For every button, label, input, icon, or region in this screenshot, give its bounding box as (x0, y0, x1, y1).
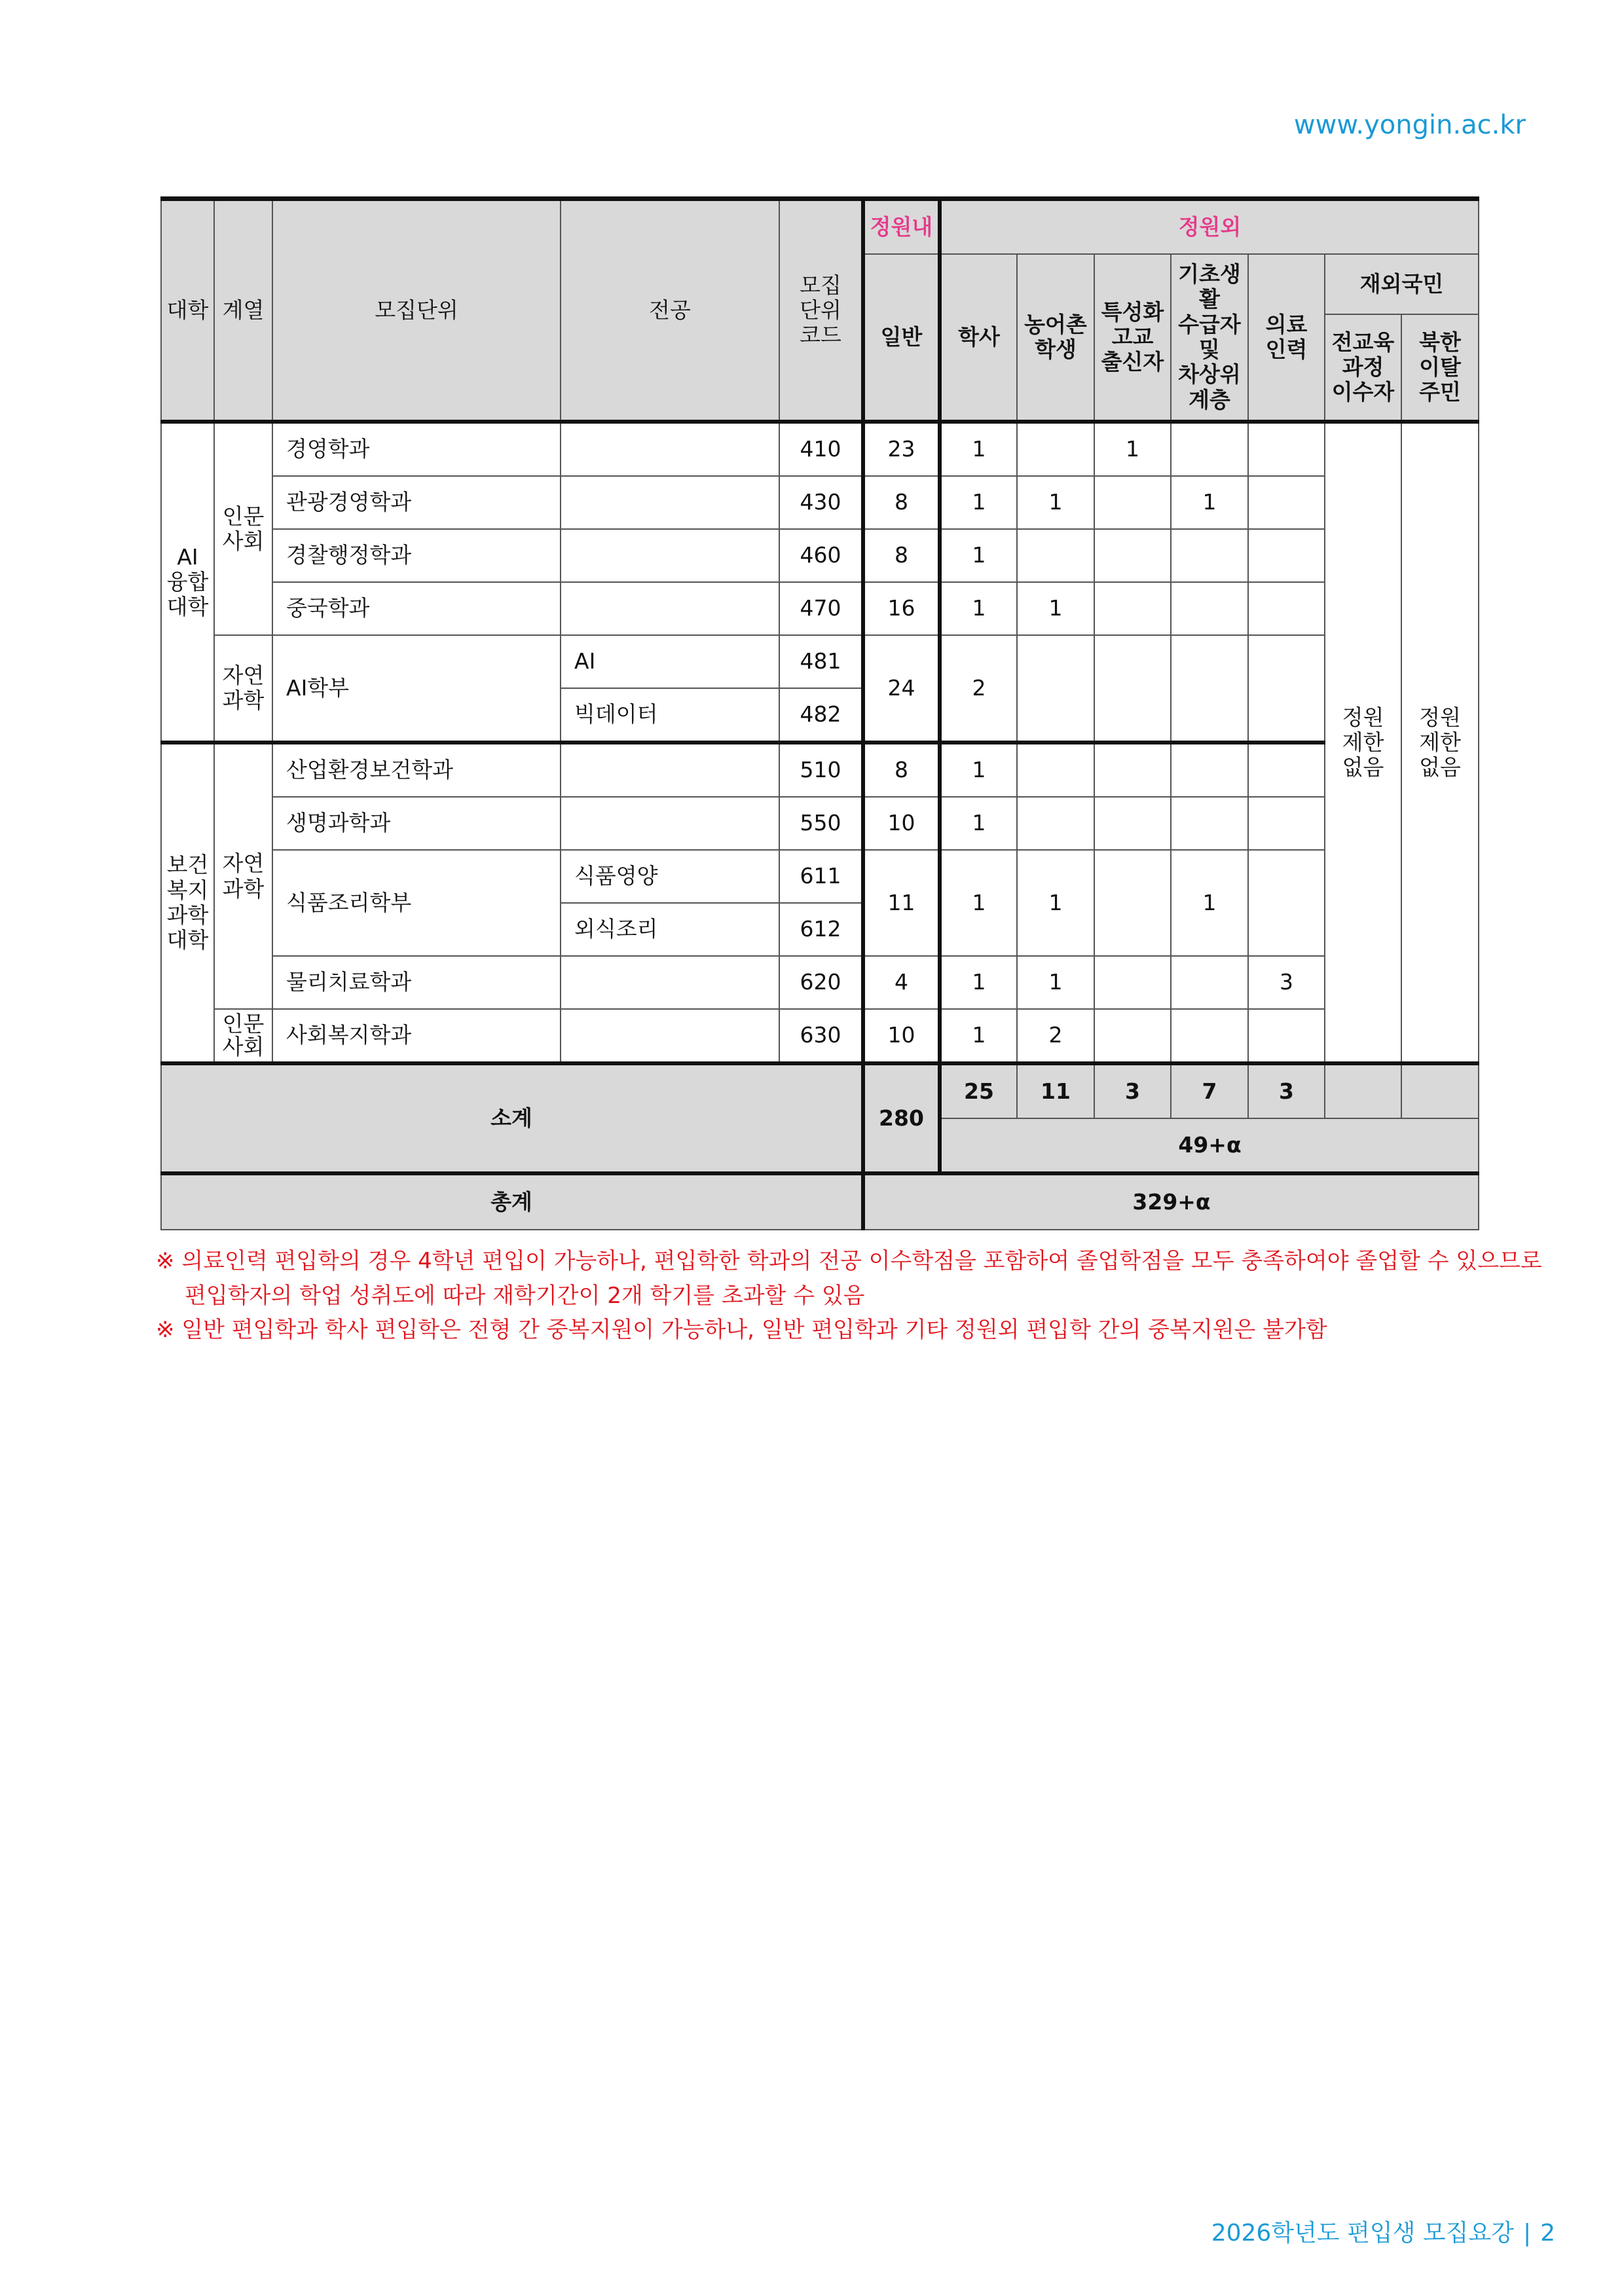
header-general: 일반 (863, 254, 940, 422)
note-duplicate-application: ※ 일반 편입학과 학사 편입학은 전형 간 중복지원이 가능하나, 일반 편입학과 기타 정원외 편입학 간의 중복지원은 불가함 (156, 1317, 1327, 1344)
subtotal-label: 소계 (161, 1063, 863, 1173)
medical-cell (1248, 850, 1325, 956)
page-footer (1211, 2214, 1555, 2248)
note-medical-line1: ※ 의료인력 편입학의 경우 4학년 편입이 가능하나, 편입학한 학과의 전공 이수학점을 포함하여 졸업학점을 모두 충족하여야 졸업할 수 있으므로 (156, 1248, 1542, 1274)
subtotal-specialized: 3 (1094, 1063, 1171, 1118)
header-college: 대학 (161, 199, 214, 422)
footer-separator: | (1522, 2220, 1532, 2247)
specialized-cell (1094, 476, 1171, 529)
total-value: 329+α (863, 1173, 1479, 1230)
table-row (161, 476, 1479, 529)
header-overseas-edu: 전교육 과정 이수자 (1325, 314, 1401, 422)
north-korean-no-limit: 정원 제한 없음 (1401, 422, 1479, 1063)
basic-cell (1171, 743, 1248, 797)
major-cell (561, 476, 779, 529)
subtotal-bachelor: 25 (940, 1063, 1017, 1118)
field-science: 자연 과학 (214, 635, 272, 743)
code-cell: 481 (779, 635, 863, 688)
subtotal-basic: 7 (1171, 1063, 1248, 1118)
major-cell (561, 797, 779, 850)
header-field: 계열 (214, 199, 272, 422)
field-humanities: 인문 사회 (214, 1009, 272, 1063)
total-label: 총계 (161, 1173, 863, 1230)
college-ai: AI 융합 대학 (161, 422, 214, 743)
basic-cell: 1 (1171, 850, 1248, 956)
specialized-cell (1094, 635, 1171, 743)
bachelor-cell: 1 (940, 956, 1017, 1009)
medical-cell (1248, 529, 1325, 582)
bachelor-cell: 1 (940, 582, 1017, 635)
specialized-cell (1094, 797, 1171, 850)
unit-cell: AI학부 (272, 635, 561, 743)
code-cell: 430 (779, 476, 863, 529)
table-row (161, 797, 1479, 850)
bachelor-cell: 1 (940, 743, 1017, 797)
table-row (161, 582, 1479, 635)
header-bachelor: 학사 (940, 254, 1017, 422)
medical-cell: 3 (1248, 956, 1325, 1009)
medical-cell (1248, 422, 1325, 476)
major-cell (561, 956, 779, 1009)
general-cell: 8 (863, 529, 940, 582)
general-cell: 8 (863, 743, 940, 797)
basic-cell (1171, 797, 1248, 850)
rural-cell: 1 (1017, 956, 1094, 1009)
basic-cell (1171, 529, 1248, 582)
bachelor-cell: 2 (940, 635, 1017, 743)
unit-cell: 중국학과 (272, 582, 561, 635)
unit-cell: 생명과학과 (272, 797, 561, 850)
general-cell: 8 (863, 476, 940, 529)
college-health: 보건 복지 과학 대학 (161, 743, 214, 1063)
admission-quota-table-wrapper (160, 196, 1478, 1230)
rural-cell: 1 (1017, 582, 1094, 635)
subtotal-in-quota: 280 (863, 1063, 940, 1173)
header-rural: 농어촌 학생 (1017, 254, 1094, 422)
general-cell: 10 (863, 1009, 940, 1063)
general-cell: 4 (863, 956, 940, 1009)
unit-cell: 경찰행정학과 (272, 529, 561, 582)
major-cell (561, 582, 779, 635)
code-cell: 620 (779, 956, 863, 1009)
bachelor-cell: 1 (940, 476, 1017, 529)
header-specialized: 특성화 고교 출신자 (1094, 254, 1171, 422)
table-row (161, 635, 1479, 688)
major-cell (561, 743, 779, 797)
bachelor-cell: 1 (940, 422, 1017, 476)
subtotal-rural: 11 (1017, 1063, 1094, 1118)
major-cell (561, 1009, 779, 1063)
rural-cell: 2 (1017, 1009, 1094, 1063)
code-cell: 611 (779, 850, 863, 903)
table-row (161, 850, 1479, 903)
major-cell: 빅데이터 (561, 688, 779, 743)
subtotal-row (161, 1063, 1479, 1118)
admission-quota-table (160, 196, 1479, 1230)
general-cell: 10 (863, 797, 940, 850)
table-row (161, 422, 1479, 476)
medical-cell (1248, 743, 1325, 797)
rural-cell: 1 (1017, 850, 1094, 956)
site-url[interactable]: www.yongin.ac.kr (1293, 110, 1526, 140)
major-cell: AI (561, 635, 779, 688)
page-number: 2 (1540, 2220, 1555, 2247)
bachelor-cell: 1 (940, 1009, 1017, 1063)
medical-cell (1248, 476, 1325, 529)
bachelor-cell: 1 (940, 850, 1017, 956)
header-in-quota: 정원내 (863, 199, 940, 255)
specialized-cell (1094, 582, 1171, 635)
unit-cell: 사회복지학과 (272, 1009, 561, 1063)
general-cell: 24 (863, 635, 940, 743)
rural-cell (1017, 797, 1094, 850)
major-cell (561, 529, 779, 582)
header-overseas: 재외국민 (1325, 254, 1479, 314)
code-cell: 470 (779, 582, 863, 635)
field-humanities: 인문 사회 (214, 422, 272, 635)
medical-cell (1248, 797, 1325, 850)
field-science: 자연 과학 (214, 743, 272, 1009)
code-cell: 482 (779, 688, 863, 743)
medical-cell (1248, 635, 1325, 743)
subtotal-out-quota-total: 49+α (940, 1118, 1479, 1173)
notes (156, 1244, 1542, 1348)
specialized-cell (1094, 529, 1171, 582)
major-cell (561, 422, 779, 476)
medical-cell (1248, 1009, 1325, 1063)
code-cell: 612 (779, 903, 863, 956)
medical-cell (1248, 582, 1325, 635)
code-cell: 630 (779, 1009, 863, 1063)
header-basic-living: 기초생활 수급자 및 차상위 계층 (1171, 254, 1248, 422)
table-row (161, 529, 1479, 582)
total-row (161, 1173, 1479, 1230)
major-cell: 식품영양 (561, 850, 779, 903)
specialized-cell (1094, 1009, 1171, 1063)
header-major: 전공 (561, 199, 779, 422)
general-cell: 16 (863, 582, 940, 635)
basic-cell (1171, 1009, 1248, 1063)
note-medical-line2: 편입학자의 학업 성취도에 따라 재학기간이 2개 학기를 초과할 수 있음 (185, 1282, 865, 1309)
basic-cell (1171, 956, 1248, 1009)
specialized-cell (1094, 956, 1171, 1009)
header-medical: 의료 인력 (1248, 254, 1325, 422)
code-cell: 410 (779, 422, 863, 476)
table-row (161, 743, 1479, 797)
header-unit: 모집단위 (272, 199, 561, 422)
unit-cell: 경영학과 (272, 422, 561, 476)
unit-cell: 물리치료학과 (272, 956, 561, 1009)
code-cell: 510 (779, 743, 863, 797)
general-cell: 11 (863, 850, 940, 956)
major-cell: 외식조리 (561, 903, 779, 956)
basic-cell (1171, 582, 1248, 635)
basic-cell (1171, 635, 1248, 743)
code-cell: 550 (779, 797, 863, 850)
unit-cell: 식품조리학부 (272, 850, 561, 956)
unit-cell: 산업환경보건학과 (272, 743, 561, 797)
rural-cell (1017, 529, 1094, 582)
rural-cell: 1 (1017, 476, 1094, 529)
table-row (161, 1009, 1479, 1063)
specialized-cell (1094, 850, 1171, 956)
subtotal-north-korean (1401, 1063, 1479, 1118)
subtotal-overseas-edu (1325, 1063, 1401, 1118)
basic-cell: 1 (1171, 476, 1248, 529)
header-north-korean: 북한 이탈 주민 (1401, 314, 1479, 422)
header-code: 모집 단위 코드 (779, 199, 863, 422)
rural-cell (1017, 635, 1094, 743)
bachelor-cell: 1 (940, 797, 1017, 850)
overseas-edu-no-limit: 정원 제한 없음 (1325, 422, 1401, 1063)
header-out-quota: 정원외 (940, 199, 1479, 255)
code-cell: 460 (779, 529, 863, 582)
rural-cell (1017, 743, 1094, 797)
footer-title: 2026학년도 편입생 모집요강 (1211, 2220, 1514, 2247)
bachelor-cell: 1 (940, 529, 1017, 582)
specialized-cell: 1 (1094, 422, 1171, 476)
table-row (161, 956, 1479, 1009)
basic-cell (1171, 422, 1248, 476)
unit-cell: 관광경영학과 (272, 476, 561, 529)
specialized-cell (1094, 743, 1171, 797)
subtotal-medical: 3 (1248, 1063, 1325, 1118)
rural-cell (1017, 422, 1094, 476)
general-cell: 23 (863, 422, 940, 476)
